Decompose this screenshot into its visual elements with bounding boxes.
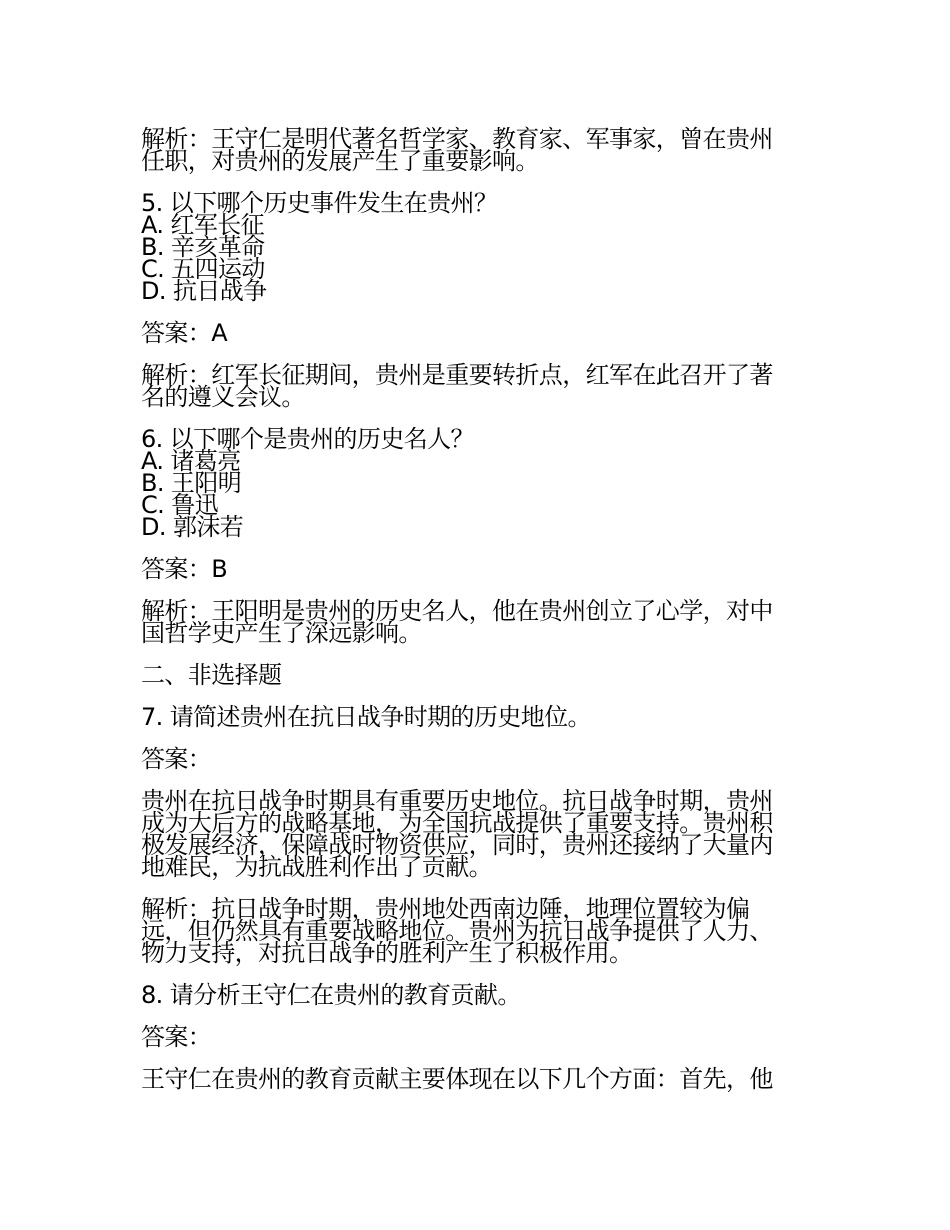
text-line: 成为大后方的战略基地，为全国抗战提供了重要支持。贵州积 [141, 809, 773, 837]
option-a: A. 诸葛亮 [141, 447, 241, 475]
text-line: 贵州在抗日战争时期具有重要历史地位。抗日战争时期，贵州 [141, 787, 773, 815]
text-line: 解析：王守仁是明代著名哲学家、教育家、军事家，曾在贵州 [141, 125, 773, 153]
text-line: 解析：抗日战争时期，贵州地处西南边陲，地理位置较为偏 [141, 895, 750, 923]
option-d: D. 抗日战争 [141, 277, 267, 305]
answer-q6 [141, 555, 813, 583]
heading-text: 二、非选择题 [141, 661, 282, 689]
answer-text: 答案：A [141, 319, 228, 347]
option-c: C. 五四运动 [141, 255, 265, 283]
text-line: 地难民，为抗战胜利作出了贡献。 [141, 853, 492, 881]
text-line: 远，但仍然具有重要战略地位。贵州为抗日战争提供了人力、 [141, 917, 773, 945]
option-b: B. 辛亥革命 [141, 233, 265, 261]
text-line: 极发展经济，保障战时物资供应，同时，贵州还接纳了大量内 [141, 831, 773, 859]
analysis-paragraph-q6 [141, 597, 813, 647]
answer-paragraph-q7 [141, 787, 813, 881]
answer-label-q8 [141, 1023, 813, 1051]
analysis-paragraph-q4 [141, 125, 813, 175]
question-text: 8. 请分析王守仁在贵州的教育贡献。 [141, 981, 521, 1009]
text-line: 解析：王阳明是贵州的历史名人，他在贵州创立了心学，对中 [141, 597, 773, 625]
option-b: B. 王阳明 [141, 469, 242, 497]
question-text: 5. 以下哪个历史事件发生在贵州？ [141, 189, 498, 217]
answer-q5 [141, 319, 813, 347]
analysis-paragraph-q5 [141, 361, 813, 411]
answer-label-q7 [141, 745, 813, 773]
question-text: 6. 以下哪个是贵州的历史名人？ [141, 425, 474, 453]
answer-text: 答案：B [141, 555, 228, 583]
answer-label: 答案： [141, 745, 212, 773]
text-line: 任职，对贵州的发展产生了重要影响。 [141, 147, 539, 175]
option-a: A. 红军长征 [141, 211, 265, 239]
question-text: 7. 请简述贵州在抗日战争时期的历史地位。 [141, 703, 591, 731]
option-c: C. 鲁迅 [141, 491, 219, 519]
text-line: 国哲学史产生了深远影响。 [141, 619, 422, 647]
answer-paragraph-q8 [141, 1065, 813, 1093]
question-5 [141, 189, 813, 305]
question-8 [141, 981, 813, 1009]
text-line: 解析：红军长征期间，贵州是重要转折点，红军在此召开了著 [141, 361, 773, 389]
answer-label: 答案： [141, 1023, 212, 1051]
text-line: 王守仁在贵州的教育贡献主要体现在以下几个方面：首先，他 [141, 1065, 773, 1093]
option-d: D. 郭沫若 [141, 513, 244, 541]
question-6 [141, 425, 813, 541]
text-line: 物力支持，对抗日战争的胜利产生了积极作用。 [141, 939, 633, 967]
section-heading [141, 661, 813, 689]
text-line: 名的遵义会议。 [141, 383, 305, 411]
analysis-paragraph-q7 [141, 895, 813, 967]
question-7 [141, 703, 813, 731]
document-page [141, 125, 813, 1093]
